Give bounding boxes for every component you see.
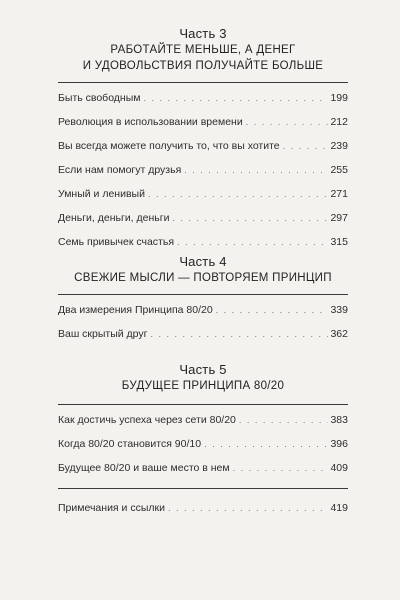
dot-leader (233, 456, 329, 480)
section-divider (58, 82, 348, 83)
appendix-entries (58, 496, 348, 520)
entry-title: Примечания и ссылки (58, 502, 165, 514)
section-divider (58, 488, 348, 489)
entry-page: 419 (330, 502, 348, 514)
part-label: Часть 5 (179, 362, 227, 377)
entry-page: 315 (330, 236, 348, 248)
toc-entry[interactable] (58, 432, 348, 456)
section-divider (58, 404, 348, 405)
toc-entry[interactable] (58, 134, 348, 158)
entry-title: Семь привычек счастья (58, 236, 175, 248)
toc-entry[interactable] (58, 158, 348, 182)
dot-leader (172, 206, 328, 230)
entry-title: Ваш скрытый друг (58, 328, 148, 340)
part-label: Часть 3 (179, 26, 227, 41)
dot-leader (246, 110, 329, 134)
entry-page: 271 (330, 188, 348, 200)
entry-page: 239 (330, 140, 348, 152)
entry-page: 212 (330, 116, 348, 128)
entry-title: Как достичь успеха через сети 80/20 (58, 414, 236, 426)
part-title-line: РАБОТАЙТЕ МЕНЬШЕ, А ДЕНЕГ (110, 44, 296, 56)
toc-entry[interactable] (58, 322, 348, 346)
dot-leader (283, 134, 329, 158)
dot-leader (184, 158, 328, 182)
entry-page: 362 (330, 328, 348, 340)
entry-title: Умный и ленивый (58, 188, 145, 200)
part-5-heading (58, 362, 348, 394)
entry-title: Если нам помогут друзья (58, 164, 182, 176)
entry-page: 339 (330, 304, 348, 316)
entry-page: 409 (330, 462, 348, 474)
part-title-line: БУДУЩЕЕ ПРИНЦИПА 80/20 (121, 380, 285, 392)
entry-title: Будущее 80/20 и ваше место в нем (58, 462, 230, 474)
dot-leader (177, 230, 328, 254)
toc-entry[interactable] (58, 110, 348, 134)
entry-title: Деньги, деньги, деньги (58, 212, 170, 224)
toc-entry[interactable] (58, 230, 348, 254)
toc-entry[interactable] (58, 408, 348, 432)
part-4-heading (58, 254, 348, 286)
entry-title: Революция в использовании времени (58, 116, 243, 128)
entry-title: Два измерения Принципа 80/20 (58, 304, 213, 316)
part-title-line: СВЕЖИЕ МЫСЛИ — ПОВТОРЯЕМ ПРИНЦИП (74, 272, 332, 284)
entry-page: 297 (330, 212, 348, 224)
part-3-heading (58, 26, 348, 74)
part-3-entries (58, 86, 348, 254)
dot-leader (144, 86, 329, 110)
toc-entry[interactable] (58, 456, 348, 480)
toc-entry[interactable] (58, 182, 348, 206)
dot-leader (239, 408, 329, 432)
entry-title: Вы всегда можете получить то, что вы хотите (58, 140, 280, 152)
part-5-entries (58, 408, 348, 480)
toc-entry[interactable] (58, 298, 348, 322)
section-divider (58, 294, 348, 295)
dot-leader (150, 322, 328, 346)
dot-leader (204, 432, 328, 456)
entry-page: 255 (330, 164, 348, 176)
part-4-entries (58, 298, 348, 346)
dot-leader (168, 496, 329, 520)
toc-entry[interactable] (58, 86, 348, 110)
entry-title: Когда 80/20 становится 90/10 (58, 438, 202, 450)
part-title-line: И УДОВОЛЬСТВИЯ ПОЛУЧАЙТЕ БОЛЬШЕ (82, 60, 324, 72)
dot-leader (216, 298, 329, 322)
part-label: Часть 4 (179, 254, 227, 269)
entry-page: 383 (330, 414, 348, 426)
dot-leader (148, 182, 329, 206)
entry-page: 199 (330, 92, 348, 104)
toc-entry[interactable] (58, 206, 348, 230)
entry-page: 396 (330, 438, 348, 450)
entry-title: Быть свободным (58, 92, 141, 104)
toc-entry[interactable] (58, 496, 348, 520)
